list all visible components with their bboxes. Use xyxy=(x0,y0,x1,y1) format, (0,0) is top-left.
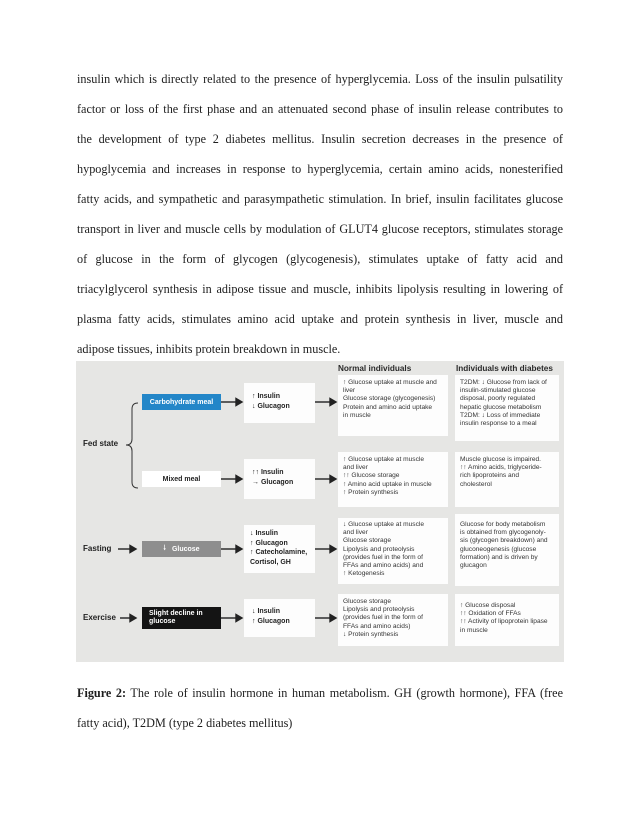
effect-line: insulin response to a meal xyxy=(460,420,537,428)
effect-line: FFAs and amino acids) xyxy=(343,622,411,630)
exercise-label: Exercise xyxy=(83,613,116,622)
hormone-box xyxy=(244,459,315,499)
caption-line: fatty acid), T2DM (type 2 diabetes mellitus) xyxy=(77,716,293,730)
column-header-diabetes: Individuals with diabetes xyxy=(456,364,553,373)
column-header-normal: Normal individuals xyxy=(338,364,412,373)
effect-line: T2DM: ↓ Loss of immediate xyxy=(460,411,541,419)
effect-line: Glucose storage xyxy=(343,537,392,545)
body-paragraph xyxy=(77,64,563,364)
effect-line: is obtained from glycogenoly- xyxy=(460,529,546,537)
caption-text: The role of insulin hormone in human metabolism. GH (growth hormone), FFA (free xyxy=(126,686,563,700)
effect-line: ↑ Glucose disposal xyxy=(460,602,516,609)
effect-line: ↑↑ Activity of lipoprotein lipase xyxy=(460,618,548,626)
effect-line: (provides fuel in the form of xyxy=(343,614,423,622)
hormone-line: Cortisol, GH xyxy=(250,558,291,566)
hormone-line: ↓ Insulin xyxy=(250,530,278,537)
diabetes-effects-box xyxy=(455,514,559,586)
arrow-down-icon: 🠓 xyxy=(163,544,166,552)
hormone-line: → Glucagon xyxy=(252,479,294,486)
paragraph-line: factor or loss of the first phase and an attenuated second phase of insulin release contributes to xyxy=(77,102,563,117)
caption-line xyxy=(77,678,563,708)
paragraph-line: adipose tissues, inhibits protein breakdown in muscle. xyxy=(77,342,341,357)
hormone-line: ↓ Insulin xyxy=(252,608,280,615)
effect-line: formation) and is driven by xyxy=(460,553,538,561)
paragraph-line: triacylglycerol synthesis in adipose tissue and muscle, inhibits lipolysis resulting in lowering of xyxy=(77,282,563,297)
normal-effects-box xyxy=(338,594,448,646)
effect-line: insulin-stimulated glucose xyxy=(460,387,536,395)
effect-line: disposal, poorly regulated xyxy=(460,395,536,403)
normal-effects-box xyxy=(338,518,448,584)
mixed-meal-box: Mixed meal xyxy=(142,471,221,487)
diabetes-effects-box xyxy=(455,452,559,507)
effect-line: cholesterol xyxy=(460,480,492,488)
effect-line: glucagon xyxy=(460,562,487,570)
normal-effects-box xyxy=(338,375,448,436)
glucose-label: Glucose xyxy=(171,545,200,553)
effect-line: hepatic glucose metabolism xyxy=(460,403,542,411)
effect-line: and liver xyxy=(343,464,368,472)
hormone-box xyxy=(244,383,315,423)
effect-line: Protein and amino acid uptake xyxy=(343,403,433,411)
figure-insulin-metabolism xyxy=(76,361,564,662)
fed-state-label: Fed state xyxy=(83,439,119,448)
effect-line: and liver xyxy=(343,529,368,537)
hormone-line: ↑ Glucagon xyxy=(252,618,290,625)
effect-line: ↑ Glucose uptake at muscle and xyxy=(343,379,437,386)
effect-line: ↑ Glucose uptake at muscle xyxy=(343,456,424,463)
paragraph-line: fatty acids, and sympathetic and parasympathetic stimulation. In brief, insulin facilitates glucose xyxy=(77,192,563,207)
effect-line: FFAs and amino acids) and xyxy=(343,562,424,570)
hormone-line: ↑ Catecholamine, xyxy=(250,549,308,556)
effect-line: Lipolysis and proteolysis xyxy=(343,545,415,553)
effect-line: Lipolysis and proteolysis xyxy=(343,606,415,614)
effect-line: T2DM: ↓ Glucose from lack of xyxy=(460,379,547,386)
effect-line: Glucose storage (glycogenesis) xyxy=(343,395,436,403)
effect-line: rich lipoproteins and xyxy=(460,472,520,480)
effect-line: ↑↑ Oxidation of FFAs xyxy=(460,610,521,618)
carbohydrate-meal-box: Carbohydrate meal xyxy=(142,394,221,410)
hormone-box xyxy=(244,599,315,637)
effect-line: ↓ Protein synthesis xyxy=(343,630,399,638)
effect-line: Muscle glucose is impaired. xyxy=(460,456,541,463)
fasting-label: Fasting xyxy=(83,544,112,553)
diabetes-effects-box xyxy=(455,375,559,441)
hormone-line: ↓ Glucagon xyxy=(252,403,290,410)
glucose-box xyxy=(142,541,221,557)
effect-line: liver xyxy=(343,387,356,395)
normal-effects-box xyxy=(338,452,448,507)
effect-line: sis (glycogen breakdown) and xyxy=(460,537,548,545)
effect-line: ↑ Protein synthesis xyxy=(343,488,399,496)
hormone-line: ↑↑ Insulin xyxy=(252,469,284,476)
effect-line: ↓ Glucose uptake at muscle xyxy=(343,521,424,528)
effect-line: (provides fuel in the form of xyxy=(343,553,423,561)
paragraph-line: hypoglycemia and increases in response to hyperglycemia, certain amino acids, nonesterified xyxy=(77,162,563,177)
effect-line: Glucose storage xyxy=(343,598,392,605)
slight-decline-glucose-box: Slight decline in glucose xyxy=(142,607,221,629)
hormone-line: ↑ Glucagon xyxy=(250,539,288,547)
paragraph-line: plasma fatty acids, stimulates amino acid uptake and protein synthesis in liver, muscle and xyxy=(77,312,563,327)
paragraph-line: insulin which is directly related to the presence of hyperglycemia. Loss of the insulin pulsatility xyxy=(77,72,563,86)
paragraph-line: transport in liver and muscle cells by modulation of GLUT4 glucose receptors, stimulates storage xyxy=(77,222,563,237)
paragraph-line: the development of type 2 diabetes mellitus. Insulin secretion decreases in the presence of xyxy=(77,132,563,147)
hormone-line: ↑ Insulin xyxy=(252,393,280,400)
effect-line: gluconeogenesis (glucose xyxy=(460,545,537,553)
figure-caption xyxy=(77,678,563,738)
paragraph-line: of glucose in the form of glycogen (glycogenesis), stimulates uptake of fatty acid and xyxy=(77,252,563,267)
diabetes-effects-box xyxy=(455,594,559,646)
effect-line: ↑ Amino acid uptake in muscle xyxy=(343,480,432,488)
effect-line: ↑ Ketogenesis xyxy=(343,570,385,578)
effect-line: ↑↑ Glucose storage xyxy=(343,472,400,480)
effect-line: in muscle xyxy=(460,626,488,634)
effect-line: Glucose for body metabolism xyxy=(460,521,546,528)
caption-label: Figure 2: xyxy=(77,686,127,700)
hormone-box xyxy=(244,525,315,573)
effect-line: ↑↑ Amino acids, triglyceride- xyxy=(460,464,542,472)
effect-line: in muscle xyxy=(343,411,371,419)
